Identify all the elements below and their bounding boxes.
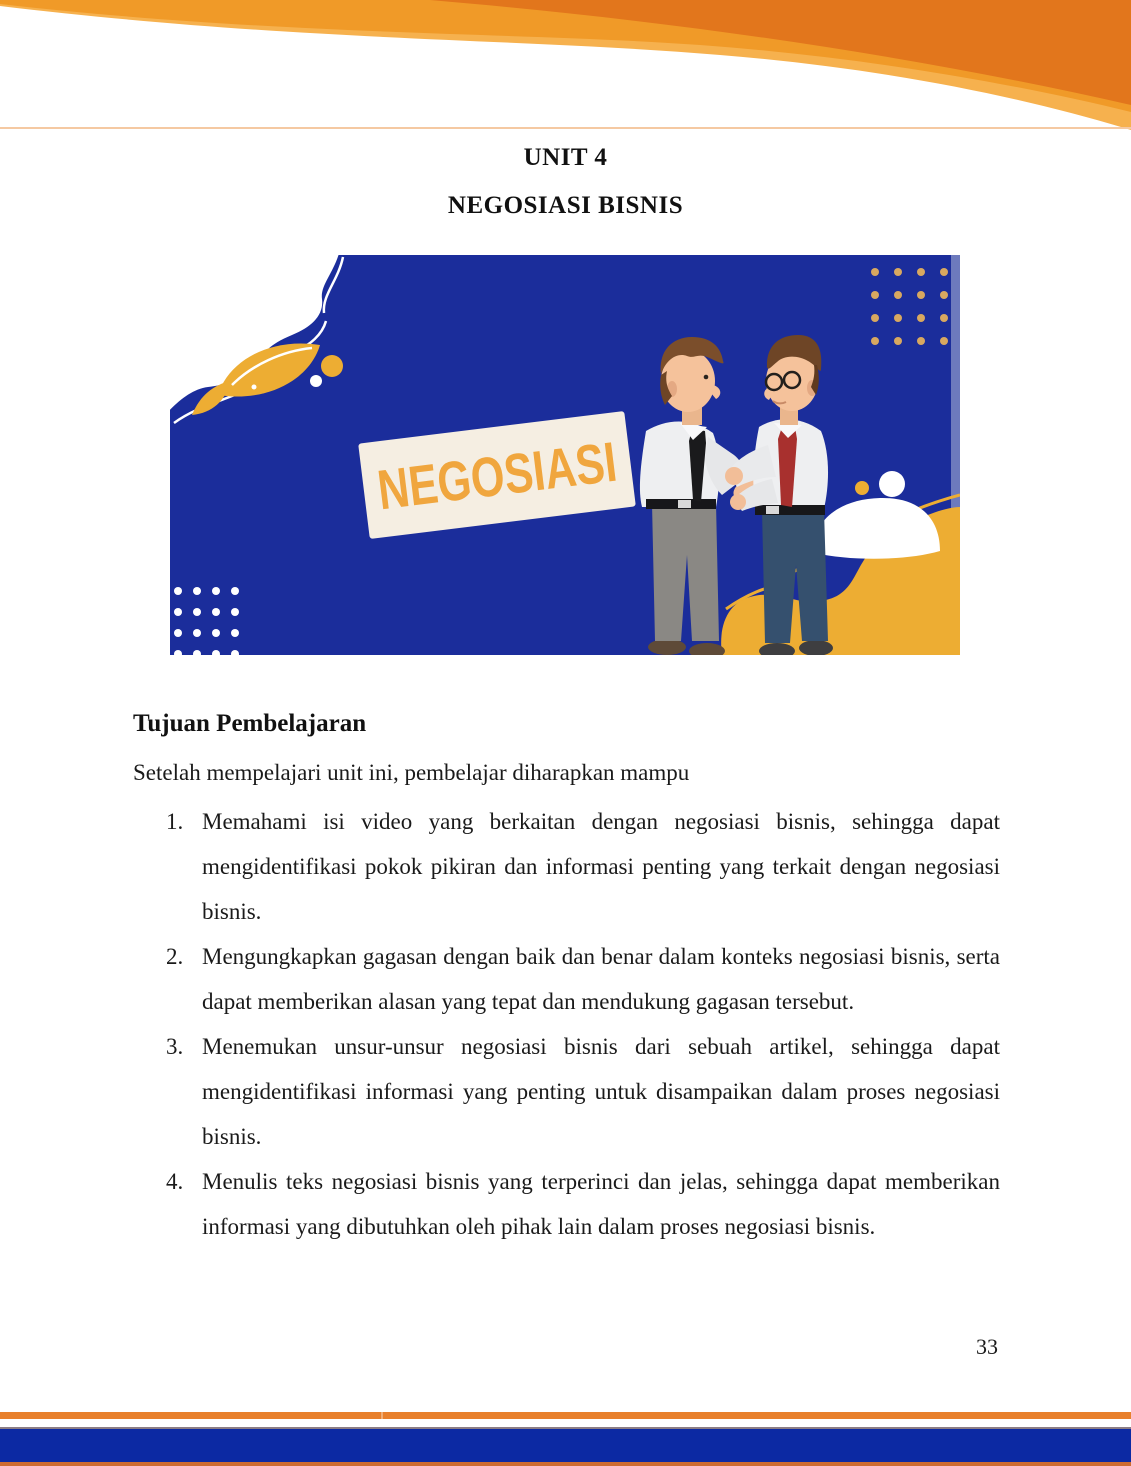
unit-title-line1: UNIT 4 [523,144,608,171]
objective-text: Memahami isi video yang berkaitan dengan negosiasi bisnis, sehingga dapat mengidentifikasi pokok pikiran dan informasi penting yang terkait dengan negosiasi bisnis. [202,809,1000,924]
objective-number: 1. [166,809,184,834]
footer-orange-bar [0,1412,1131,1419]
objective-text: Menemukan unsur-unsur negosiasi bisnis dari sebuah artikel, sehingga dapat mengidentifikasi informasi yang penting untuk disampaikan dalam proses negosiasi bisnis. [202,1034,1000,1149]
intro-text: Setelah mempelajari unit ini, pembelajar diharapkan mampu [133,760,690,785]
objective-item [166,1024,1000,1159]
negotiation-illustration [170,255,960,655]
objective-number: 2. [166,944,184,969]
unit-title [0,134,1131,230]
objective-text: Mengungkapkan gagasan dengan baik dan benar dalam konteks negosiasi bisnis, serta dapat memberikan alasan yang tepat dan mendukung gagasan tersebut. [202,944,1000,1014]
objective-number: 4. [166,1169,184,1194]
objective-item [166,934,1000,1024]
objective-item [166,799,1000,934]
page-number: 33 [976,1334,998,1359]
footer-bottom-strip [0,1462,1131,1466]
section-heading: Tujuan Pembelajaran [133,710,367,737]
objective-item [166,1159,1000,1249]
objective-text: Menulis teks negosiasi bisnis yang terperinci dan jelas, sehingga dapat memberikan informasi yang dibutuhkan oleh pihak lain dalam proses negosiasi bisnis. [202,1169,1000,1239]
footer-blue-bar [0,1429,1131,1462]
header-wave-decoration [0,0,1131,132]
header-divider-line [0,127,1131,129]
unit-title-line2: NEGOSIASI BISNIS [447,192,684,219]
negosiasi-sign-text: NEGOSIASI [374,420,691,522]
objective-number: 3. [166,1034,184,1059]
objectives-list [133,799,1000,1249]
